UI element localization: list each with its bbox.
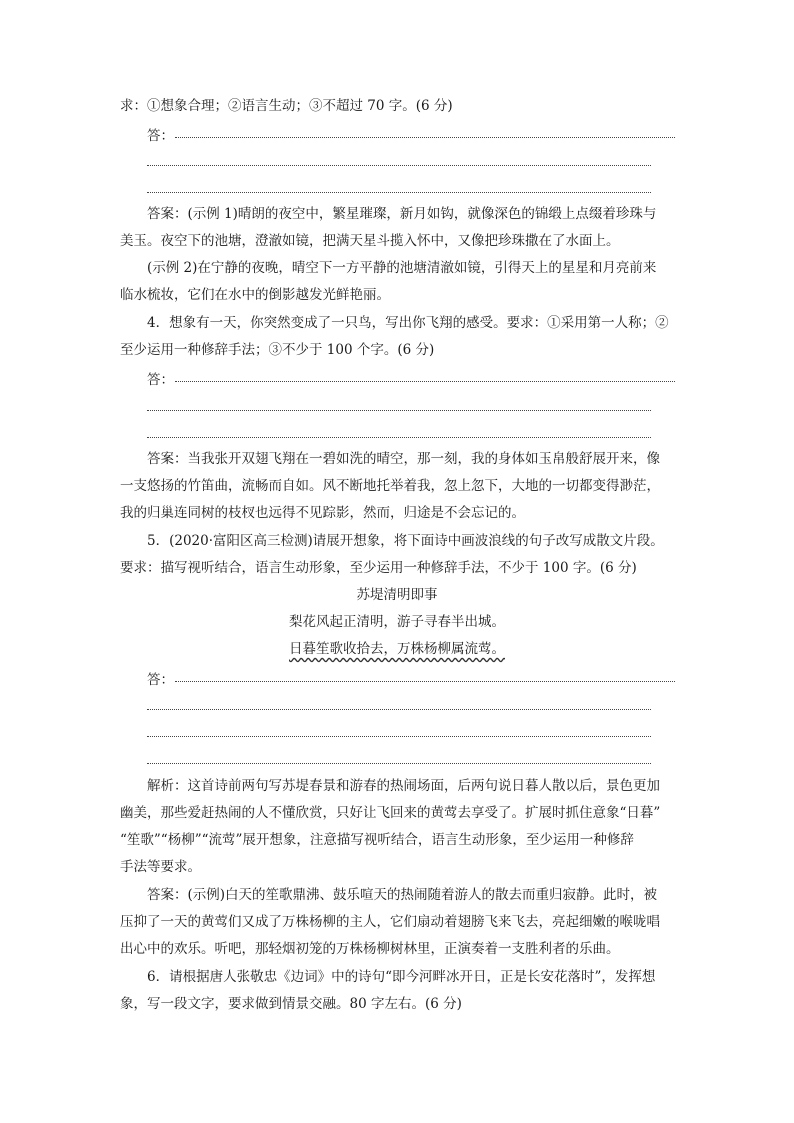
poem-title: 苏堤清明即事 xyxy=(356,587,438,603)
answer-label: 答： xyxy=(147,372,174,388)
answer-text: 出心中的欢乐。听吧，那轻烟初笼的万株杨柳树林里，正演奏着一支胜利者的乐曲。 xyxy=(120,941,620,957)
answer-text: 我的归巢连同树的枝杈也远得不见踪影，然而，归途是不会忘记的。 xyxy=(120,505,525,521)
answer-text: 答案：(示例)白天的笙歌鼎沸、鼓乐喧天的热闹随着游人的散去而重归寂静。此时，被 xyxy=(147,887,658,903)
analysis-text: 幽美，那些爱赶热闹的人不懂欣赏，只好让飞回来的黄莺去享受了。扩展时抓住意象“日暮” xyxy=(120,805,661,821)
question-5: 5．(2020·富阳区高三检测)请展开想象，将下面诗中画波浪线的句子改写成散文片段。 xyxy=(147,533,664,549)
blank-dots xyxy=(147,165,651,166)
answer-blank-line[interactable] xyxy=(147,725,675,745)
blank-dots xyxy=(175,681,675,682)
answer-blank-line[interactable] xyxy=(147,181,675,201)
analysis-text: “笙歌”“杨柳”“流莺”展开想象，注意描写视听结合，语言生动形象，至少运用一种修辞 xyxy=(120,832,634,848)
question-6: 象，写一段文字，要求做到情景交融。80 字左右。(6 分) xyxy=(120,996,462,1012)
answer-blank-line[interactable] xyxy=(147,698,675,718)
question-5: 要求：描写视听结合，语言生动形象，至少运用一种修辞手法，不少于 100 字。(6 分) xyxy=(120,560,637,576)
answer-blank-line[interactable] xyxy=(147,670,675,690)
answer-blank-line[interactable] xyxy=(147,752,675,772)
analysis-text: 手法等要求。 xyxy=(120,859,201,875)
answer-text: (示例 2)在宁静的夜晚，晴空下一方平静的池塘清澈如镜，引得天上的星星和月亮前来 xyxy=(147,260,657,276)
answer-blank-line[interactable] xyxy=(147,399,675,419)
answer-text: 美玉。夜空下的池塘，澄澈如镜，把满天星斗揽入怀中，又像把珍珠撒在了水面上。 xyxy=(120,233,620,249)
blank-dots xyxy=(147,437,651,438)
answer-blank-line[interactable] xyxy=(147,370,675,390)
blank-dots xyxy=(175,381,675,382)
question-4: 4．想象有一天，你突然变成了一只鸟，写出你飞翔的感受。要求：①采用第一人称；② xyxy=(147,315,669,331)
blank-dots xyxy=(147,410,651,411)
answer-blank-line[interactable] xyxy=(147,426,675,446)
question-4: 至少运用一种修辞手法；③不少于 100 个字。(6 分) xyxy=(120,342,435,358)
blank-dots xyxy=(147,763,651,764)
answer-label: 答： xyxy=(147,128,174,144)
answer-text: 一支悠扬的竹笛曲，流畅而自如。风不断地托举着我，忽上忽下，大地的一切都变得渺茫， xyxy=(120,478,660,494)
question-6: 6．请根据唐人张敬忠《边词》中的诗句“即今河畔冰开日，正是长安花落时”，发挥想 xyxy=(147,969,656,985)
answer-text: 压抑了一天的黄莺们又成了万株杨柳的主人，它们扇动着翅膀飞来飞去，亮起细嫩的喉咙唱 xyxy=(120,914,660,930)
answer-text: 答案：当我张开双翅飞翔在一碧如洗的晴空，那一刻，我的身体如玉帛般舒展开来，像 xyxy=(147,451,660,467)
answer-text: 临水梳妆，它们在水中的倒影越发光鲜艳丽。 xyxy=(120,287,390,303)
answer-blank-line[interactable] xyxy=(147,154,675,174)
blank-dots xyxy=(175,137,675,138)
blank-dots xyxy=(147,736,651,737)
blank-dots xyxy=(147,709,651,710)
answer-label: 答： xyxy=(147,672,174,688)
question-3-requirement: 求：①想象合理；②语言生动；③不超过 70 字。(6 分) xyxy=(120,98,453,114)
poem-line xyxy=(0,639,794,659)
answer-text: 答案：(示例 1)晴朗的夜空中，繁星璀璨，新月如钩，就像深色的锦缎上点缀着珍珠与 xyxy=(147,206,657,222)
answer-blank-line[interactable] xyxy=(147,126,675,146)
blank-dots xyxy=(147,192,651,193)
wavy-underlined-line: 日暮笙歌收拾去，万株杨柳属流莺。 xyxy=(289,641,505,657)
analysis-text: 解析：这首诗前两句写苏堤春景和游春的热闹场面，后两句说日暮人散以后，景色更加 xyxy=(147,778,660,794)
poem-line: 梨花风起正清明，游子寻春半出城。 xyxy=(289,614,505,630)
